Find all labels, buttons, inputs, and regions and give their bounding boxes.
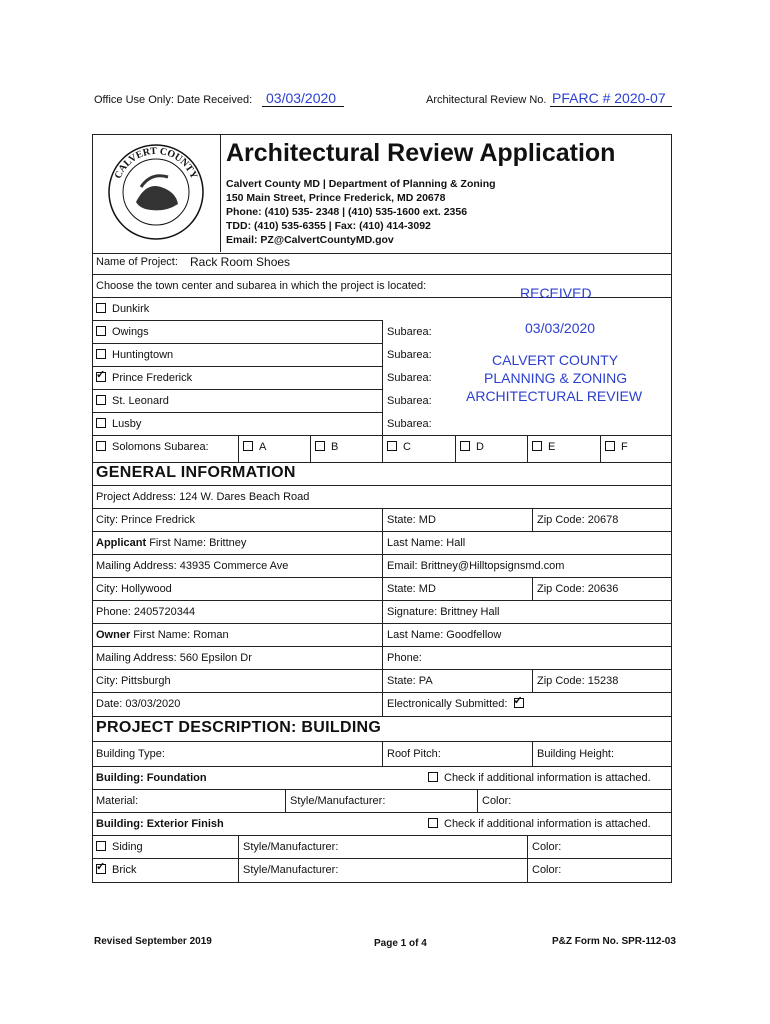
form-number: P&Z Form No. SPR-112-03 (552, 936, 676, 947)
subarea-option-e[interactable]: E (532, 441, 555, 453)
roof-pitch[interactable]: Roof Pitch: (387, 748, 441, 760)
project-zip[interactable]: Zip Code: 20678 (537, 514, 619, 526)
date-received-label: Office Use Only: Date Received: (94, 94, 253, 106)
siding-style[interactable]: Style/Manufacturer: (243, 841, 339, 853)
checkbox-owings[interactable] (96, 326, 106, 336)
finish-brick[interactable]: ✓Brick (96, 864, 136, 876)
checkbox-f[interactable] (605, 441, 615, 451)
foundation-heading: Building: Foundation (96, 772, 207, 784)
revised-date: Revised September 2019 (94, 936, 212, 947)
applicant-city[interactable]: City: Hollywood (96, 583, 172, 595)
building-heading: PROJECT DESCRIPTION: BUILDING (96, 719, 382, 736)
review-number-value: PFARC # 2020-07 (550, 90, 672, 107)
owner-last-name[interactable]: Last Name: Goodfellow (387, 629, 502, 641)
department-tdd-fax: TDD: (410) 535-6355 | Fax: (410) 414-3092 (226, 220, 431, 232)
stamp-date: 03/03/2020 (525, 320, 596, 336)
applicant-state[interactable]: State: MD (387, 583, 436, 595)
exterior-finish-heading: Building: Exterior Finish (96, 818, 224, 830)
checkbox-solomons[interactable] (96, 441, 106, 451)
project-name-value[interactable]: Rack Room Shoes (190, 255, 291, 269)
subarea-option-f[interactable]: F (605, 441, 628, 453)
checkbox-e[interactable] (532, 441, 542, 451)
checkbox-c[interactable] (387, 441, 397, 451)
owner-first-name[interactable]: Owner First Name: Roman (96, 629, 229, 641)
subarea-option-d[interactable]: D (460, 441, 484, 453)
owner-phone[interactable]: Phone: (387, 652, 422, 664)
brick-color[interactable]: Color: (532, 864, 562, 876)
checkbox-st-leonard[interactable] (96, 395, 106, 405)
building-height[interactable]: Building Height: (537, 748, 615, 760)
town-huntingtown[interactable]: Huntingtown (96, 349, 173, 361)
general-info-heading: GENERAL INFORMATION (96, 464, 296, 481)
page-number: Page 1 of 4 (374, 938, 427, 949)
foundation-check-info[interactable]: Check if additional information is attached. (428, 772, 651, 784)
subarea-owings-label: Subarea: (387, 326, 432, 338)
county-seal-icon (106, 142, 206, 242)
choose-town-instruction: Choose the town center and subarea in which the project is located: (96, 280, 427, 292)
project-name-label: Name of Project: (96, 256, 178, 268)
project-address[interactable]: Project Address: 124 W. Dares Beach Road (96, 491, 310, 503)
subarea-st-leonard-label: Subarea: (387, 395, 432, 407)
applicant-last-name[interactable]: Last Name: Hall (387, 537, 466, 549)
department-phone: Phone: (410) 535- 2348 | (410) 535-1600 ext. 2356 (226, 206, 468, 218)
foundation-material[interactable]: Material: (96, 795, 139, 807)
checkbox-brick[interactable] (96, 864, 106, 874)
town-solomons[interactable]: Solomons Subarea: (96, 441, 209, 453)
page-title: Architectural Review Application (226, 139, 616, 167)
building-type[interactable]: Building Type: (96, 748, 165, 760)
checkbox-siding[interactable] (96, 841, 106, 851)
foundation-color[interactable]: Color: (482, 795, 512, 807)
siding-color[interactable]: Color: (532, 841, 562, 853)
owner-city[interactable]: City: Pittsburgh (96, 675, 171, 687)
checkbox-prince-frederick[interactable] (96, 372, 106, 382)
checkbox-a[interactable] (243, 441, 253, 451)
checkbox-electronic[interactable] (514, 698, 524, 708)
project-state[interactable]: State: MD (387, 514, 436, 526)
town-st-leonard[interactable]: St. Leonard (96, 395, 169, 407)
subarea-lusby-label: Subarea: (387, 418, 432, 430)
checkbox-dunkirk[interactable] (96, 303, 106, 313)
project-city[interactable]: City: Prince Fredrick (96, 514, 196, 526)
stamp-received: RECEIVED (520, 285, 592, 301)
applicant-mailing-address[interactable]: Mailing Address: 43935 Commerce Ave (96, 560, 289, 572)
subarea-option-c[interactable]: C (387, 441, 411, 453)
subarea-option-b[interactable]: B (315, 441, 338, 453)
town-prince-frederick[interactable]: ✓Prince Frederick (96, 372, 192, 384)
applicant-phone[interactable]: Phone: 2405720344 (96, 606, 196, 618)
owner-state[interactable]: State: PA (387, 675, 433, 687)
checkbox-b[interactable] (315, 441, 325, 451)
checkbox-lusby[interactable] (96, 418, 106, 428)
town-owings[interactable]: Owings (96, 326, 149, 338)
department-address: 150 Main Street, Prince Frederick, MD 20678 (226, 192, 446, 204)
brick-style[interactable]: Style/Manufacturer: (243, 864, 339, 876)
owner-zip[interactable]: Zip Code: 15238 (537, 675, 619, 687)
subarea-prince-frederick-label: Subarea: (387, 372, 432, 384)
finish-siding[interactable]: Siding (96, 841, 143, 853)
town-lusby[interactable]: Lusby (96, 418, 141, 430)
checkbox-d[interactable] (460, 441, 470, 451)
checkbox-foundation-info[interactable] (428, 772, 438, 782)
electronically-submitted[interactable]: Electronically Submitted: ✓ (387, 698, 530, 710)
stamp-county: CALVERT COUNTY (492, 352, 619, 368)
submission-date[interactable]: Date: 03/03/2020 (96, 698, 181, 710)
checkbox-exterior-info[interactable] (428, 818, 438, 828)
date-received-value: 03/03/2020 (262, 90, 344, 107)
applicant-signature[interactable]: Signature: Brittney Hall (387, 606, 500, 618)
review-number-label: Architectural Review No. (426, 94, 547, 106)
owner-mailing-address[interactable]: Mailing Address: 560 Epsilon Dr (96, 652, 252, 664)
applicant-first-name[interactable]: Applicant First Name: Brittney (96, 537, 247, 549)
applicant-zip[interactable]: Zip Code: 20636 (537, 583, 619, 595)
department-email: Email: PZ@CalvertCountyMD.gov (226, 234, 394, 246)
stamp-architectural-review: ARCHITECTURAL REVIEW (466, 388, 643, 404)
svg-text:CALVERT COUNTY: CALVERT COUNTY (112, 145, 200, 181)
applicant-email[interactable]: Email: Brittney@Hilltopsignsmd.com (387, 560, 565, 572)
subarea-option-a[interactable]: A (243, 441, 266, 453)
foundation-style[interactable]: Style/Manufacturer: (290, 795, 386, 807)
exterior-check-info[interactable]: Check if additional information is attached. (428, 818, 651, 830)
department-name: Calvert County MD | Department of Planning & Zoning (226, 178, 496, 190)
checkbox-huntingtown[interactable] (96, 349, 106, 359)
subarea-huntingtown-label: Subarea: (387, 349, 432, 361)
town-dunkirk[interactable]: Dunkirk (96, 303, 149, 315)
stamp-planning-zoning: PLANNING & ZONING (484, 370, 628, 386)
